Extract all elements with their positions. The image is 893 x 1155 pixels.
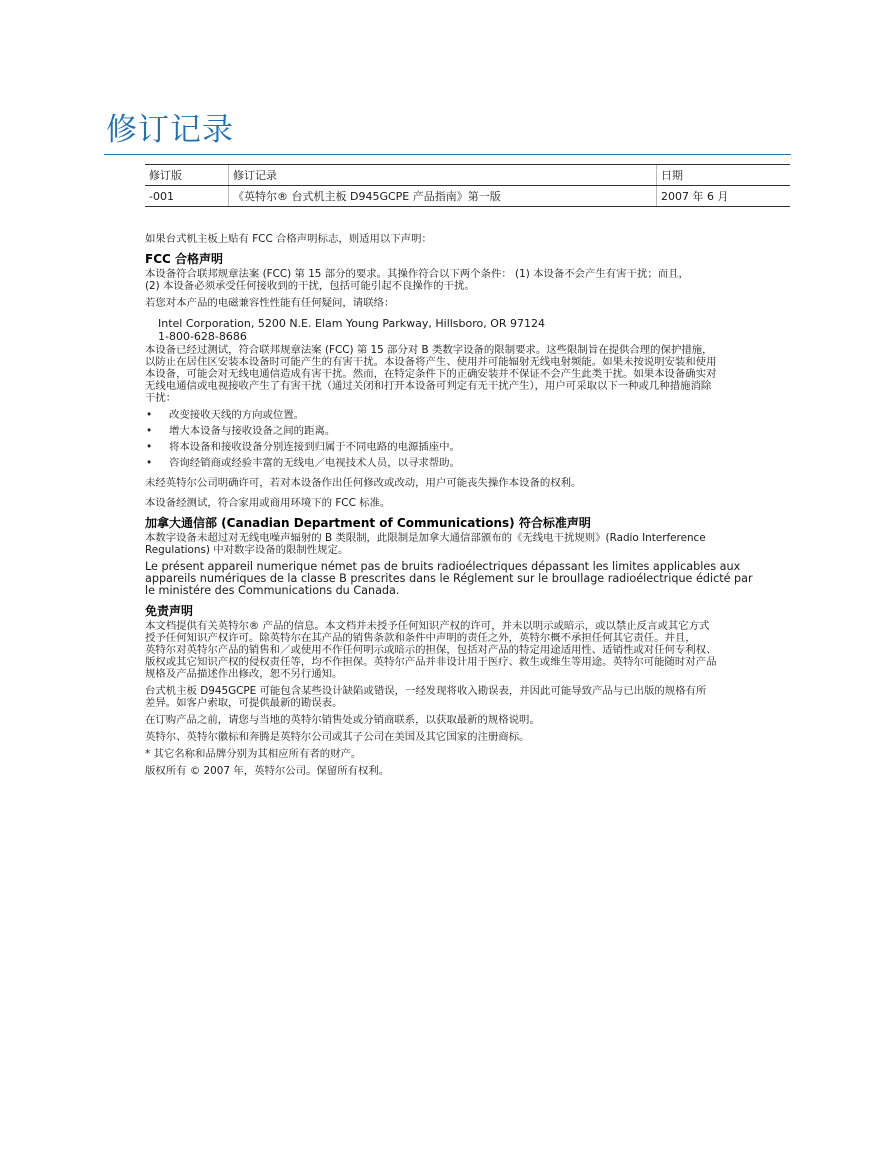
list-item: • 将本设备和接收设备分别连接到归属于不同电路的电源插座中。 <box>145 441 793 453</box>
french-line: Le présent appareil numerique német pas de bruits radioélectriques dépassant les limites applicables aux <box>145 560 741 573</box>
fcc-p1-line1: 本设备符合联邦规章法案 (FCC) 第 15 部分的要求。其操作符合以下两个条件： (1) 本设备不会产生有害干扰；而且， <box>145 268 689 280</box>
canada-paragraph-1 <box>145 532 793 556</box>
canada-french-paragraph <box>145 561 793 597</box>
copyright-text: 版权所有 © 2007 年，英特尔公司。保留所有权利。 <box>145 765 390 777</box>
header-revision: 修订版 <box>145 165 229 186</box>
fcc-p3-line: 无线电通信或电视接收产生了有害干扰（通过关闭和打开本设备可判定有无干扰产生），用户可采取以下一种或几种措施消除 <box>145 380 712 392</box>
table-header-row <box>145 165 790 186</box>
fcc-p3-line: 本设备，可能会对无线电通信造成有害干扰。然而，在特定条件下的正确安装并不保证不会产生此类干扰。如果本设备确实对 <box>145 368 717 380</box>
canada-heading: 加拿大通信部 (Canadian Department of Communications) 符合标准声明 <box>145 516 591 530</box>
fcc-paragraph-1 <box>145 268 793 292</box>
disclaimer-paragraph-1 <box>145 620 793 680</box>
list-item: • 增大本设备与接收设备之间的距离。 <box>145 425 793 437</box>
revision-table <box>145 164 790 207</box>
phone-line: 1-800-628-8686 <box>158 330 247 343</box>
disclaimer-paragraph-2 <box>145 685 793 709</box>
disclaimer-p1-line: 版权或其它知识产权的侵权责任等，均不作担保。英特尔产品并非设计用于医疗、救生或维生等用途。英特尔可能随时对产品 <box>145 656 717 668</box>
header-description: 修订记录 <box>229 165 657 186</box>
disclaimer-p2-line: 差异。如客户索取，可提供最新的勘误表。 <box>145 697 343 709</box>
disclaimer-p1-line: 规格及产品描述作出修改，恕不另行通知。 <box>145 668 343 680</box>
canada-p1-line: 本数字设备未超过对无线电噪声辐射的 B 类限制，此限制是加拿大通信部颁布的《无线电干扰规则》(Radio Interference <box>145 532 706 544</box>
cell-date: 2007 年 6 月 <box>657 186 791 207</box>
cell-revision: -001 <box>145 186 229 207</box>
cell-description: 《英特尔® 台式机主板 D945GCPE 产品指南》第一版 <box>229 186 657 207</box>
french-line: appareils numériques de la classe B prescrites dans le Réglement sur le broullage radioélectrique édicté par <box>145 572 753 585</box>
fcc-p1-line2: (2) 本设备必须承受任何接收到的干扰，包括可能引起不良操作的干扰。 <box>145 280 475 292</box>
fcc-paragraph-2: 若您对本产品的电磁兼容性性能有任何疑问，请联络： <box>145 297 395 309</box>
main-content <box>145 233 793 782</box>
title-divider <box>104 154 791 155</box>
header-date: 日期 <box>657 165 791 186</box>
disclaimer-paragraph-4: 英特尔、英特尔徽标和奔腾是英特尔公司或其子公司在美国及其它国家的注册商标。 <box>145 731 530 743</box>
fcc-measures-list <box>145 409 793 469</box>
table-row <box>145 186 790 207</box>
fcc-paragraph-3 <box>145 344 793 404</box>
fcc-heading: FCC 合格声明 <box>145 252 223 266</box>
disclaimer-p1-line: 本文档提供有关英特尔® 产品的信息。本文档并未授予任何知识产权的许可，并未以明示或暗示，或以禁止反言或其它方式 <box>145 620 710 632</box>
disclaimer-heading: 免责声明 <box>145 604 194 618</box>
fcc-p3-line: 本设备已经过测试，符合联邦规章法案 (FCC) 第 15 部分对 B 类数字设备的限制要求。这些限制旨在提供合理的保护措施， <box>145 344 713 356</box>
intro-text: 如果台式机主板上贴有 FCC 合格声明标志，则适用以下声明： <box>145 233 432 245</box>
disclaimer-paragraph-5: * 其它名称和品牌分别为其相应所有者的财产。 <box>145 748 362 760</box>
contact-address <box>158 317 793 343</box>
disclaimer-p1-line: 英特尔对英特尔产品的销售和／或使用不作任何明示或暗示的担保，包括对产品的特定用途适用性、适销性或对任何专利权、 <box>145 644 717 656</box>
canada-p1-line: Regulations) 中对数字设备的限制性规定。 <box>145 544 349 556</box>
fcc-p3-line: 干扰： <box>145 392 177 404</box>
fcc-p3-line: 以防止在居住区安装本设备时可能产生的有害干扰。本设备将产生、使用并可能辐射无线电射频能。如果未按说明安装和使用 <box>145 356 717 368</box>
disclaimer-paragraph-3: 在订购产品之前，请您与当地的英特尔销售处或分销商联系，以获取最新的规格说明。 <box>145 714 540 726</box>
list-item: • 改变接收天线的方向或位置。 <box>145 409 793 421</box>
fcc-paragraph-5: 本设备经测试，符合家用或商用环境下的 FCC 标准。 <box>145 497 391 509</box>
disclaimer-p1-line: 授予任何知识产权许可。除英特尔在其产品的销售条款和条件中声明的责任之外，英特尔概不承担任何其它责任。并且， <box>145 632 696 644</box>
fcc-paragraph-4: 未经英特尔公司明确许可，若对本设备作出任何修改或改动，用户可能丧失操作本设备的权利。 <box>145 477 582 489</box>
page-title: 修订记录 <box>106 112 234 148</box>
address-line: Intel Corporation, 5200 N.E. Elam Young Parkway, Hillsboro, OR 97124 <box>158 317 546 330</box>
french-line: le ministére des Communications du Canada. <box>145 584 400 597</box>
list-item: • 咨询经销商或经验丰富的无线电／电视技术人员，以寻求帮助。 <box>145 457 793 469</box>
disclaimer-p2-line: 台式机主板 D945GCPE 可能包含某些设计缺陷或错误，一经发现将收入勘误表，并因此可能导致产品与已出版的规格有所 <box>145 685 707 697</box>
